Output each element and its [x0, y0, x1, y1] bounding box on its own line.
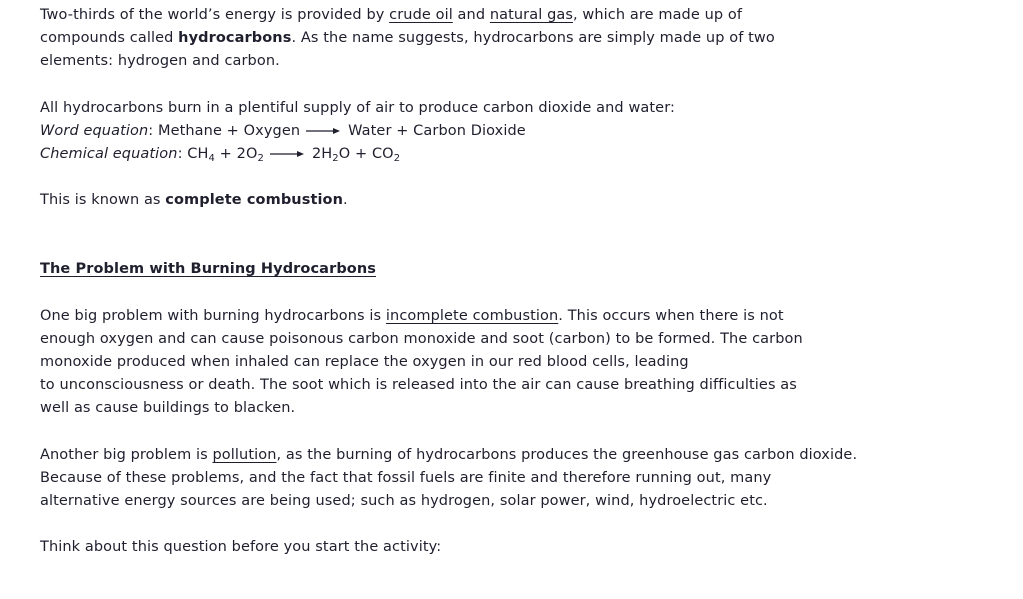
hydrocarbons-term: hydrocarbons — [178, 30, 292, 47]
complete-combustion-term: complete combustion — [165, 192, 344, 209]
incomplete-combustion-paragraph — [40, 305, 880, 421]
subscript: 2 — [257, 153, 264, 165]
reaction-arrow-icon — [306, 126, 340, 136]
word-equation-colon: : — [148, 122, 158, 139]
paragraph-text: , as the burning of hydrocarbons produces the greenhouse gas carbon dioxide. — [276, 446, 858, 463]
water-formula — [311, 146, 351, 165]
think-prompt: Think about this question before you start the activity: — [40, 539, 442, 556]
chemical-equation — [40, 143, 880, 166]
pollution-link[interactable]: pollution — [212, 446, 277, 463]
paragraph-text: monoxide produced when inhaled can replace the oxygen in our red blood cells, leading — [40, 354, 689, 371]
combustion-lead: All hydrocarbons burn in a plentiful supply of air to produce carbon dioxide and water: — [40, 99, 675, 116]
reaction-arrow-icon — [270, 149, 304, 159]
paragraph-text: enough oxygen and can cause poisonous carbon monoxide and soot (carbon) to be formed. The carbon — [40, 330, 803, 347]
word-equation — [40, 120, 880, 143]
subscript: 2 — [332, 153, 339, 165]
section-heading: The Problem with Burning Hydrocarbons — [40, 261, 377, 278]
chemical-equation-colon: : — [177, 146, 188, 163]
crude-oil-link[interactable]: crude oil — [389, 7, 453, 23]
formula-text: CH — [187, 146, 209, 163]
oxygen-formula — [214, 146, 264, 165]
pollution-paragraph — [40, 444, 860, 467]
paragraph-text: well as cause buildings to blacken. — [40, 400, 296, 417]
word-equation-products: Water + Carbon Dioxide — [348, 122, 526, 139]
intro-text: . As the name suggests, hydrocarbons are simply made up of two elements: hydrogen and carbon. — [40, 30, 775, 70]
formula-text: + 2O — [214, 146, 258, 163]
intro-text: , which are made up of compounds called — [40, 7, 743, 47]
incomplete-combustion-link[interactable]: incomplete combustion — [385, 307, 559, 324]
natural-gas-link[interactable]: natural gas — [489, 7, 574, 23]
formula-text: O — [338, 146, 351, 163]
formula-text: 2H — [311, 146, 333, 163]
methane-formula — [187, 146, 215, 165]
paragraph-text: Another big problem is — [40, 446, 213, 463]
word-equation-reactants: Methane + Oxygen — [157, 122, 301, 139]
intro-text: and — [452, 7, 490, 23]
complete-combustion-sentence — [40, 189, 880, 212]
subscript: 2 — [393, 153, 401, 165]
paragraph-text: . This occurs when there is not — [558, 307, 784, 324]
paragraph-text: One big problem with burning hydrocarbons is — [40, 307, 386, 324]
article-body — [40, 4, 880, 559]
sentence-text: This is known as — [40, 192, 166, 209]
paragraph-text: to unconsciousness or death. The soot which is released into the air can cause breathing difficulties as — [40, 377, 797, 394]
co2-formula — [350, 146, 401, 165]
sentence-text: . — [343, 192, 348, 209]
intro-text: Two-thirds of the world’s energy is provided by — [40, 7, 390, 23]
subscript: 4 — [208, 153, 215, 165]
formula-text: + CO — [350, 146, 394, 163]
intro-paragraph — [40, 4, 830, 74]
word-equation-label: Word equation — [40, 122, 149, 139]
alternatives-paragraph: Because of these problems, and the fact that fossil fuels are finite and therefore running out, many alternative energy sources are being used; such as hydrogen, solar power, wind, hydroelectric etc. — [40, 469, 772, 510]
chemical-equation-label: Chemical equation — [40, 146, 178, 163]
